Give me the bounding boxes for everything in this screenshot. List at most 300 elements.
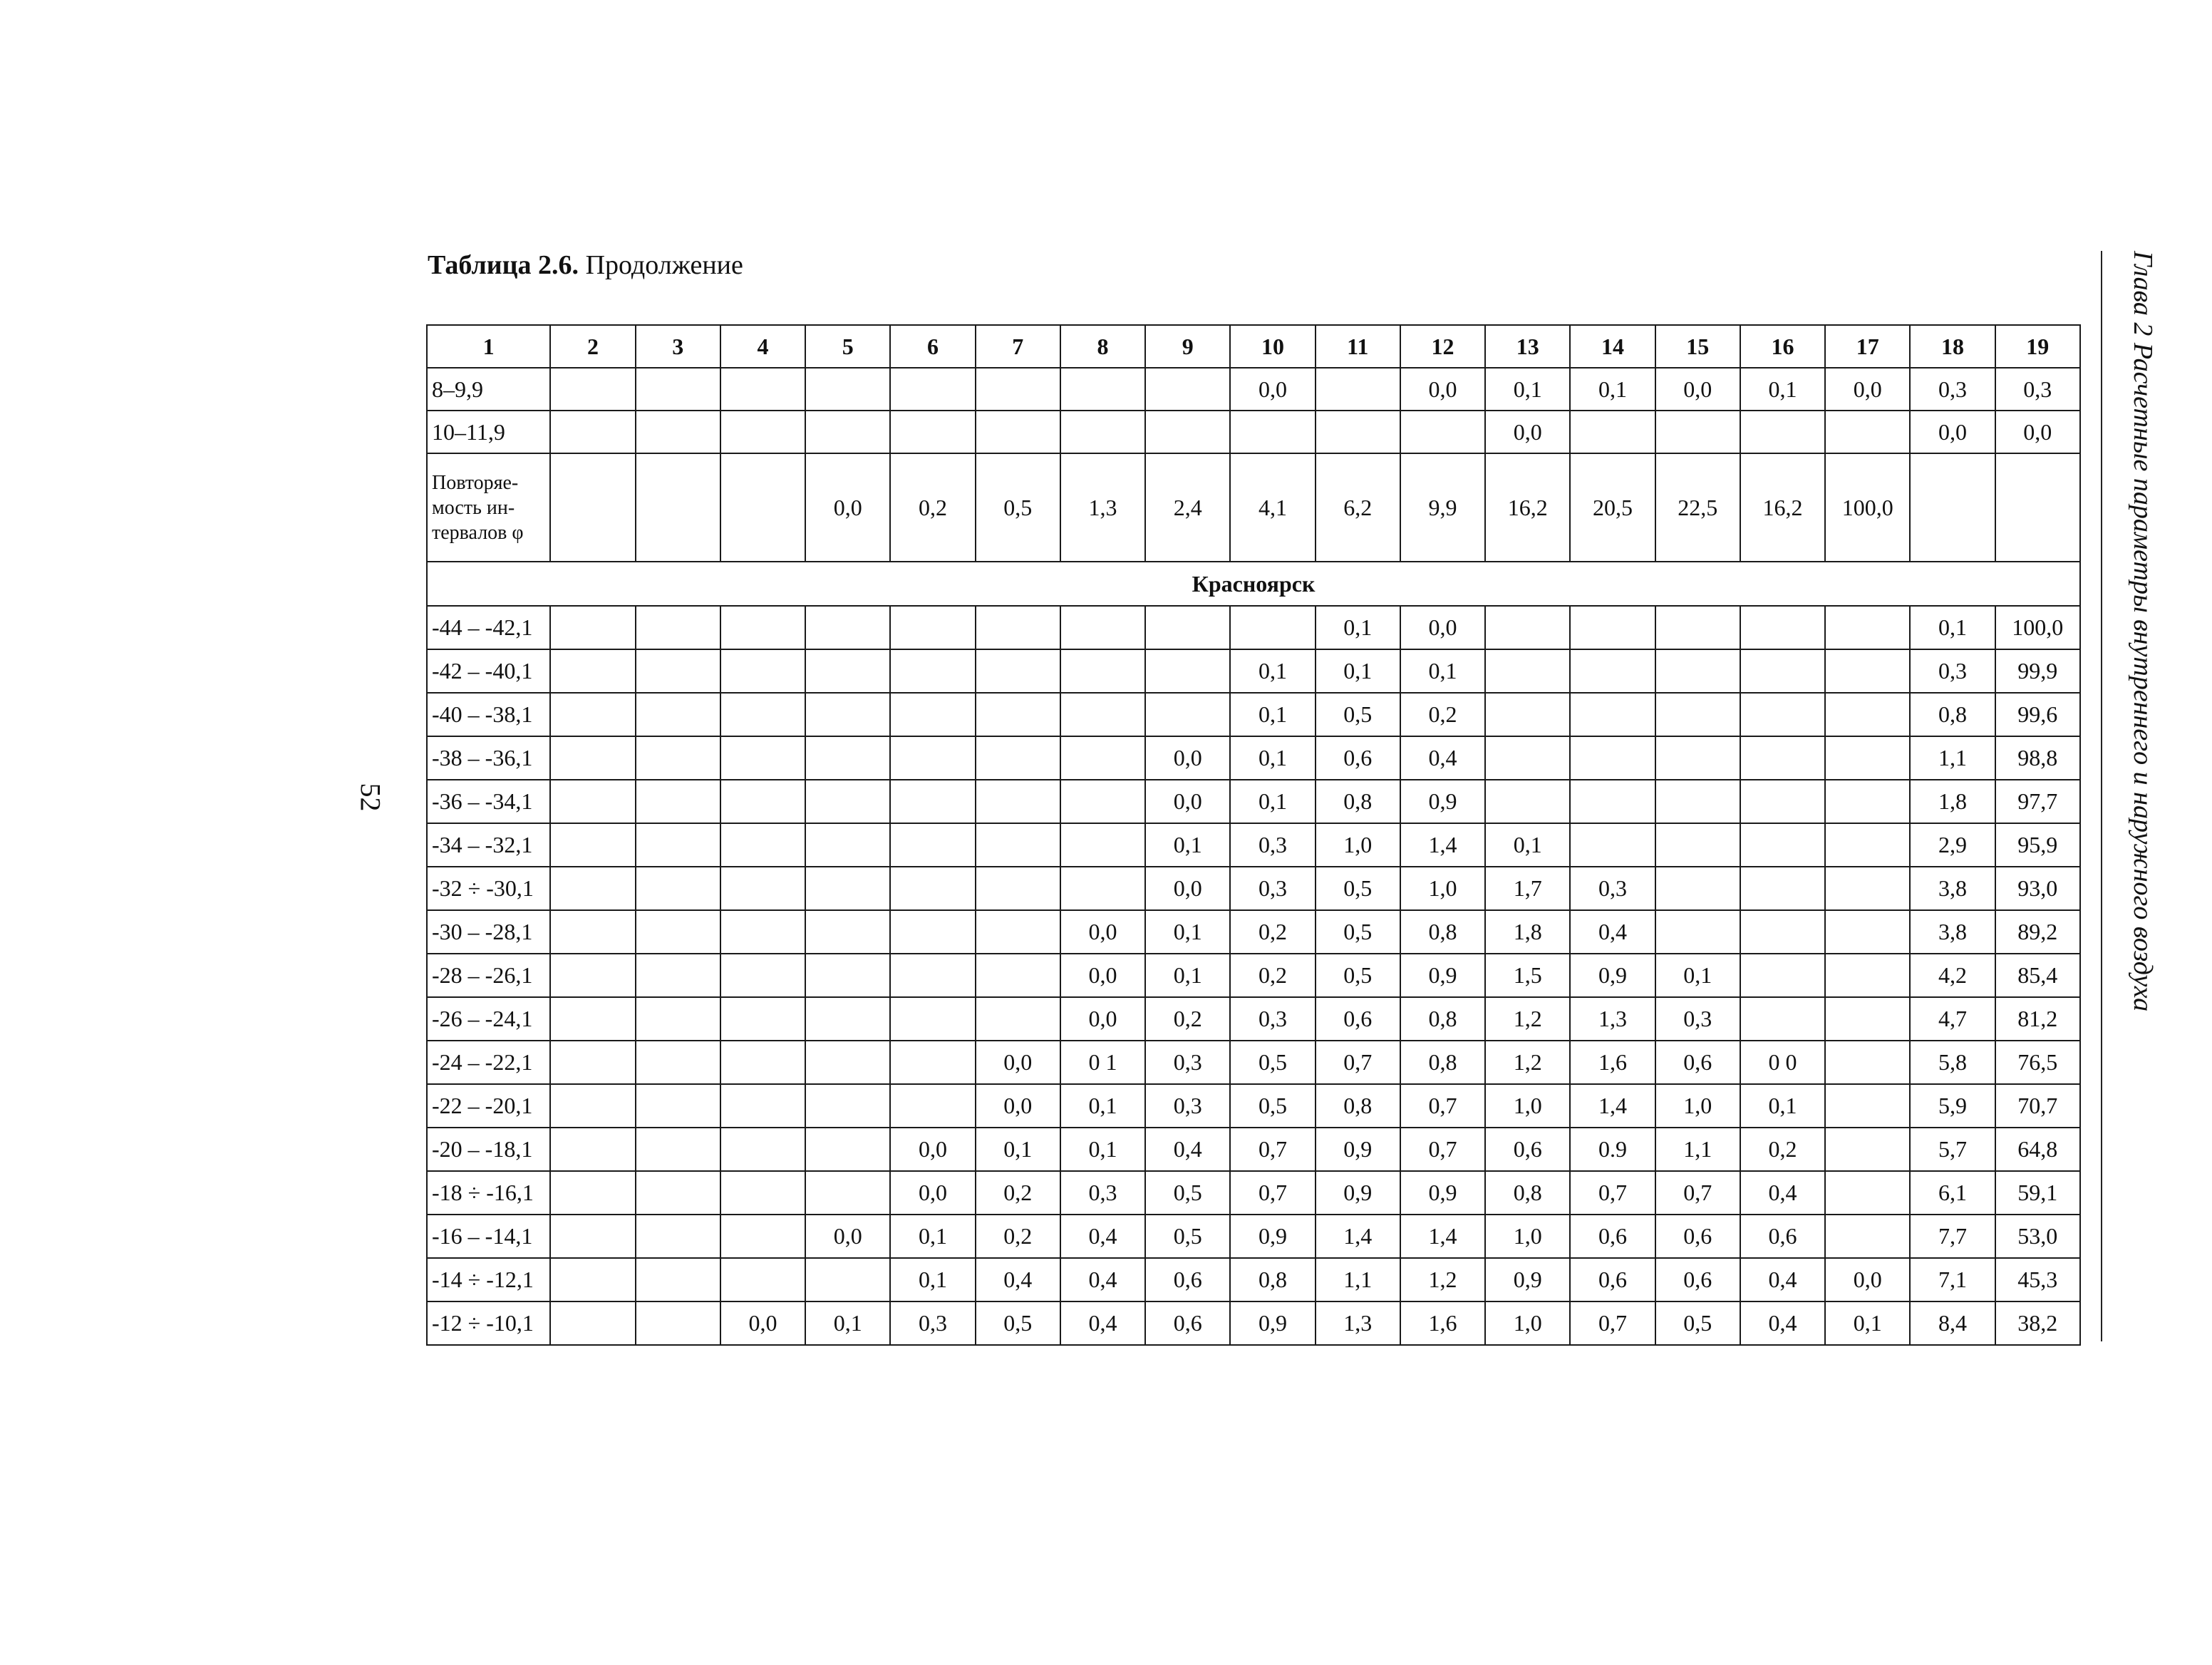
table-cell: 0,1 (1145, 910, 1230, 954)
table-cell: 0,0 (976, 1041, 1060, 1084)
table-cell: 0,0 (976, 1084, 1060, 1128)
table-cell: 0,2 (976, 1171, 1060, 1215)
table-cell (1740, 736, 1825, 780)
table-row (427, 997, 2080, 1041)
table-cell (805, 867, 890, 910)
table-cell: 0,3 (890, 1301, 975, 1345)
table-cell (1825, 867, 1910, 910)
table-cell: 1,2 (1485, 997, 1570, 1041)
table-cell: 0,4 (1400, 736, 1485, 780)
table-cell (890, 910, 975, 954)
table-cell: 0,0 (1145, 867, 1230, 910)
table-cell (1485, 693, 1570, 736)
table-cell: 0,7 (1400, 1128, 1485, 1171)
table-cell: 0,7 (1230, 1128, 1315, 1171)
table-cell: 0,6 (1740, 1215, 1825, 1258)
table-cell: 0,1 (1230, 780, 1315, 823)
table-cell: 0,7 (1570, 1301, 1655, 1345)
table-cell: 0,5 (976, 453, 1060, 562)
table-cell (1145, 649, 1230, 693)
table-cell (1145, 411, 1230, 453)
row-label-cell: 8–9,9 (427, 368, 550, 411)
table-cell: 0,5 (1230, 1041, 1315, 1084)
table-cell (550, 954, 635, 997)
table-cell (805, 954, 890, 997)
table-cell: 0,7 (1230, 1171, 1315, 1215)
table-cell: 0,5 (1316, 867, 1400, 910)
table-cell: 93,0 (1995, 867, 2080, 910)
row-label-cell: -36 – -34,1 (427, 780, 550, 823)
table-cell (720, 780, 805, 823)
table-row (427, 649, 2080, 693)
table-cell (1485, 606, 1570, 649)
table-cell: 5,8 (1910, 1041, 1995, 1084)
caption-table-number: Таблица 2.6. (428, 250, 579, 280)
table-cell: 59,1 (1995, 1171, 2080, 1215)
table-cell: 1,7 (1485, 867, 1570, 910)
table-cell: 0,1 (1316, 649, 1400, 693)
table-cell (636, 649, 720, 693)
column-number-header: 10 (1230, 325, 1315, 368)
table-cell: 7,7 (1910, 1215, 1995, 1258)
table-cell: 0,5 (1145, 1171, 1230, 1215)
table-cell (805, 649, 890, 693)
table-cell (805, 823, 890, 867)
table-cell: 0,0 (1825, 1258, 1910, 1301)
table-cell (805, 1171, 890, 1215)
table-cell (805, 1041, 890, 1084)
table-cell: 0,8 (1400, 1041, 1485, 1084)
table-cell: 1,8 (1910, 780, 1995, 823)
table-cell (550, 1258, 635, 1301)
table-cell: 0,6 (1570, 1215, 1655, 1258)
table-cell (1740, 910, 1825, 954)
table-cell (890, 736, 975, 780)
table-cell: 0,1 (1485, 823, 1570, 867)
table-cell: 1,2 (1400, 1258, 1485, 1301)
column-number-header: 5 (805, 325, 890, 368)
table-cell (1145, 606, 1230, 649)
table-cell (890, 1041, 975, 1084)
table-cell: 4,1 (1230, 453, 1315, 562)
table-cell: 0,7 (1316, 1041, 1400, 1084)
table-cell (1145, 368, 1230, 411)
table-cell (1740, 997, 1825, 1041)
table-cell: 0,0 (1910, 411, 1995, 453)
table-cell: 0,1 (1060, 1084, 1145, 1128)
table-cell (636, 453, 720, 562)
table-cell: 16,2 (1485, 453, 1570, 562)
table-cell: 0,1 (1485, 368, 1570, 411)
table-cell: 0,1 (1740, 368, 1825, 411)
table-cell: 6,2 (1316, 453, 1400, 562)
table-cell (550, 1041, 635, 1084)
table-cell: 0,9 (1316, 1171, 1400, 1215)
table-cell: 0,8 (1316, 780, 1400, 823)
column-number-header: 3 (636, 325, 720, 368)
table-cell: 0,0 (1060, 954, 1145, 997)
column-number-header: 16 (1740, 325, 1825, 368)
table-cell (1740, 780, 1825, 823)
table-cell: 1,2 (1485, 1041, 1570, 1084)
column-number-header: 9 (1145, 325, 1230, 368)
table-cell (1655, 736, 1740, 780)
table-cell (1570, 649, 1655, 693)
table-cell: 1,0 (1316, 823, 1400, 867)
table-cell (636, 1258, 720, 1301)
table-cell: 1,0 (1485, 1215, 1570, 1258)
table-cell (1570, 606, 1655, 649)
row-label-cell: 10–11,9 (427, 411, 550, 453)
table-cell (720, 693, 805, 736)
table-cell: 97,7 (1995, 780, 2080, 823)
column-number-header: 7 (976, 325, 1060, 368)
table-cell (1825, 910, 1910, 954)
table-cell (550, 736, 635, 780)
table-cell: 0,3 (1230, 867, 1315, 910)
table-cell (976, 867, 1060, 910)
repeatability-row (427, 453, 2080, 562)
table-cell (720, 1258, 805, 1301)
table-cell: 0,1 (1910, 606, 1995, 649)
table-row (427, 1171, 2080, 1215)
table-cell (636, 693, 720, 736)
table-cell (720, 823, 805, 867)
table-cell (1740, 693, 1825, 736)
table-cell (1910, 453, 1995, 562)
table-cell: 0,9 (1230, 1215, 1315, 1258)
table-cell: 0,9 (1400, 1171, 1485, 1215)
table-cell: 0,1 (1400, 649, 1485, 693)
table-cell (805, 1084, 890, 1128)
table-row (427, 780, 2080, 823)
table-cell: 0,5 (1316, 910, 1400, 954)
table-cell: 1,1 (1655, 1128, 1740, 1171)
column-number-header: 6 (890, 325, 975, 368)
table-cell: 0,2 (1230, 910, 1315, 954)
table-cell: 0,6 (1655, 1041, 1740, 1084)
table-cell: 0,3 (1230, 997, 1315, 1041)
table-cell (1825, 736, 1910, 780)
table-cell: 0,4 (1740, 1258, 1825, 1301)
table-cell: 0,2 (1145, 997, 1230, 1041)
table-cell: 1,4 (1400, 1215, 1485, 1258)
table-cell (636, 867, 720, 910)
table-cell (1655, 606, 1740, 649)
table-cell: 0,4 (1740, 1301, 1825, 1345)
column-number-header: 11 (1316, 325, 1400, 368)
row-label-cell: -42 – -40,1 (427, 649, 550, 693)
table-cell (1060, 693, 1145, 736)
table-cell (1825, 997, 1910, 1041)
table-cell (636, 780, 720, 823)
table-cell: 0,3 (1995, 368, 2080, 411)
table-cell (1316, 411, 1400, 453)
table-cell (890, 411, 975, 453)
table-row (427, 1258, 2080, 1301)
table-cell (720, 1171, 805, 1215)
table-cell: 0,7 (1570, 1171, 1655, 1215)
table-cell (976, 780, 1060, 823)
table-row (427, 411, 2080, 453)
table-cell: 0,1 (1740, 1084, 1825, 1128)
table-cell (976, 606, 1060, 649)
table-cell: 0,5 (976, 1301, 1060, 1345)
table-cell: 0,1 (890, 1258, 975, 1301)
table-cell: 95,9 (1995, 823, 2080, 867)
column-number-header: 13 (1485, 325, 1570, 368)
table-cell (636, 1041, 720, 1084)
table-cell: 0,8 (1485, 1171, 1570, 1215)
table-cell (1655, 823, 1740, 867)
table-cell (550, 780, 635, 823)
table-cell (1655, 649, 1740, 693)
table-cell (1485, 780, 1570, 823)
table-cell (1825, 823, 1910, 867)
table-cell: 0,1 (1060, 1128, 1145, 1171)
table-cell: 1,4 (1400, 823, 1485, 867)
table-cell (1825, 1084, 1910, 1128)
column-number-header: 2 (550, 325, 635, 368)
column-number-header: 12 (1400, 325, 1485, 368)
table-row (427, 1084, 2080, 1128)
table-row (427, 368, 2080, 411)
table-cell: 0,3 (1145, 1084, 1230, 1128)
table-cell: 0,1 (1570, 368, 1655, 411)
table-cell: 0,1 (1655, 954, 1740, 997)
table-cell (976, 649, 1060, 693)
table-cell: 1,6 (1400, 1301, 1485, 1345)
table-cell: 89,2 (1995, 910, 2080, 954)
table-cell (636, 1128, 720, 1171)
table-cell: 0,2 (1740, 1128, 1825, 1171)
table-cell (636, 823, 720, 867)
table-cell: 0,0 (890, 1171, 975, 1215)
repeatability-label-line: мость ин- (432, 496, 515, 519)
table-cell: 98,8 (1995, 736, 2080, 780)
row-label-cell: -38 – -36,1 (427, 736, 550, 780)
table-cell (1655, 780, 1740, 823)
table-cell (636, 954, 720, 997)
table-row (427, 736, 2080, 780)
repeatability-label-line: Повторяе- (432, 471, 519, 494)
table-cell: 0,0 (1655, 368, 1740, 411)
table-cell: 0,1 (1145, 954, 1230, 997)
table-cell: 0,4 (1570, 910, 1655, 954)
table-cell: 0,9 (1400, 954, 1485, 997)
table-cell (636, 1084, 720, 1128)
table-cell (636, 736, 720, 780)
table-cell: 0,3 (1230, 823, 1315, 867)
table-row (427, 1128, 2080, 1171)
table-cell: 4,2 (1910, 954, 1995, 997)
table-cell: 22,5 (1655, 453, 1740, 562)
row-label-cell: -34 – -32,1 (427, 823, 550, 867)
table-cell: 2,4 (1145, 453, 1230, 562)
table-cell: 100,0 (1995, 606, 2080, 649)
table-cell: 0,0 (1995, 411, 2080, 453)
table-cell (805, 736, 890, 780)
table-cell: 0,3 (1145, 1041, 1230, 1084)
table-cell (1570, 780, 1655, 823)
row-label-cell: -26 – -24,1 (427, 997, 550, 1041)
table-cell: 0,5 (1145, 1215, 1230, 1258)
table-cell: 0,0 (1400, 368, 1485, 411)
table-cell: 0,1 (1145, 823, 1230, 867)
table-cell (1825, 649, 1910, 693)
table-cell: 0 1 (1060, 1041, 1145, 1084)
table-cell: 8,4 (1910, 1301, 1995, 1345)
table-cell: 0,8 (1316, 1084, 1400, 1128)
row-label-cell: -14 ÷ -12,1 (427, 1258, 550, 1301)
table-cell (1740, 823, 1825, 867)
row-label-cell: -30 – -28,1 (427, 910, 550, 954)
table-cell: 5,9 (1910, 1084, 1995, 1128)
table-cell (636, 1171, 720, 1215)
table-cell (1825, 1128, 1910, 1171)
table-cell: 0,9 (1230, 1301, 1315, 1345)
table-cell: 0,0 (1825, 368, 1910, 411)
table-cell: 0,7 (1400, 1084, 1485, 1128)
table-cell (805, 1258, 890, 1301)
row-label-cell: -28 – -26,1 (427, 954, 550, 997)
table-cell (1655, 910, 1740, 954)
table-cell: 3,8 (1910, 910, 1995, 954)
table-cell (636, 606, 720, 649)
column-number-header: 8 (1060, 325, 1145, 368)
table-cell (1655, 411, 1740, 453)
column-number-header: 1 (427, 325, 550, 368)
table-cell (1060, 606, 1145, 649)
table-cell: 0,0 (1145, 736, 1230, 780)
table-cell (550, 1215, 635, 1258)
table-cell (550, 997, 635, 1041)
table-cell (976, 411, 1060, 453)
table-cell (976, 736, 1060, 780)
table-cell: 99,6 (1995, 693, 2080, 736)
table-cell (1316, 368, 1400, 411)
table-cell: 53,0 (1995, 1215, 2080, 1258)
table-cell (890, 1084, 975, 1128)
table-cell: 0,2 (976, 1215, 1060, 1258)
table-cell: 38,2 (1995, 1301, 2080, 1345)
table-cell: 0,6 (1655, 1258, 1740, 1301)
table-cell: 1,6 (1570, 1041, 1655, 1084)
column-number-header: 17 (1825, 325, 1910, 368)
table-cell (890, 997, 975, 1041)
row-label-cell: -24 – -22,1 (427, 1041, 550, 1084)
table-cell (720, 954, 805, 997)
table-cell (890, 606, 975, 649)
table-cell (976, 954, 1060, 997)
table-cell: 0 0 (1740, 1041, 1825, 1084)
table-cell (1060, 649, 1145, 693)
table-cell: 1,3 (1570, 997, 1655, 1041)
page-number: 52 (354, 783, 387, 812)
table-cell (1740, 954, 1825, 997)
table-row (427, 606, 2080, 649)
table-cell: 1,4 (1570, 1084, 1655, 1128)
table-cell: 0,1 (1230, 693, 1315, 736)
table-cell: 0,0 (1485, 411, 1570, 453)
table-cell: 0,5 (1230, 1084, 1315, 1128)
row-label-cell: -18 ÷ -16,1 (427, 1171, 550, 1215)
table-cell (550, 693, 635, 736)
table-cell: 0,6 (1145, 1258, 1230, 1301)
table-cell (720, 1084, 805, 1128)
table-cell (1740, 411, 1825, 453)
table-cell (550, 368, 635, 411)
table-cell (550, 1084, 635, 1128)
table-cell (805, 606, 890, 649)
table-cell (1825, 606, 1910, 649)
table-cell (1060, 368, 1145, 411)
column-number-header: 19 (1995, 325, 2080, 368)
section-title: Красноярск (427, 562, 2080, 606)
table-cell (890, 867, 975, 910)
table-cell (1655, 693, 1740, 736)
table-cell: 0,6 (1145, 1301, 1230, 1345)
row-label-cell: -22 – -20,1 (427, 1084, 550, 1128)
table-cell: 20,5 (1570, 453, 1655, 562)
table-cell: 0,6 (1485, 1128, 1570, 1171)
repeatability-label-line: тервалов φ (432, 521, 524, 544)
table-cell (720, 736, 805, 780)
table-cell (1825, 780, 1910, 823)
table-cell: 0,1 (1316, 606, 1400, 649)
table-cell (636, 1215, 720, 1258)
column-number-header: 18 (1910, 325, 1995, 368)
table-cell (550, 649, 635, 693)
table-cell (636, 1301, 720, 1345)
table-cell (805, 693, 890, 736)
table-cell: 81,2 (1995, 997, 2080, 1041)
table-cell: 1,3 (1316, 1301, 1400, 1345)
table-cell: 1,0 (1400, 867, 1485, 910)
table-cell: 0,2 (1400, 693, 1485, 736)
table-cell (976, 997, 1060, 1041)
table-cell: 0,0 (1060, 910, 1145, 954)
table-cell (890, 954, 975, 997)
table-cell: 0,4 (976, 1258, 1060, 1301)
table-cell: 0,0 (1400, 606, 1485, 649)
table-cell: 0,4 (1060, 1215, 1145, 1258)
table-cell: 0,3 (1910, 368, 1995, 411)
table-cell (720, 867, 805, 910)
table-cell (1825, 1171, 1910, 1215)
header-row (427, 325, 2080, 368)
table-cell: 4,7 (1910, 997, 1995, 1041)
table-cell: 1,0 (1485, 1084, 1570, 1128)
table-cell: 5,7 (1910, 1128, 1995, 1171)
table-cell (1060, 411, 1145, 453)
table-cell (1825, 954, 1910, 997)
table-cell: 0,1 (890, 1215, 975, 1258)
table-cell: 0,0 (1230, 368, 1315, 411)
data-table (426, 324, 2081, 1346)
table-cell (976, 823, 1060, 867)
table-cell (1825, 1041, 1910, 1084)
table-cell: 0,9 (1316, 1128, 1400, 1171)
table-cell (1060, 867, 1145, 910)
table-cell: 0,1 (805, 1301, 890, 1345)
table-row (427, 1041, 2080, 1084)
table-cell: 6,1 (1910, 1171, 1995, 1215)
table-cell (1740, 606, 1825, 649)
table-cell: 64,8 (1995, 1128, 2080, 1171)
table-cell: 0,5 (1316, 954, 1400, 997)
table-cell: 0,8 (1910, 693, 1995, 736)
